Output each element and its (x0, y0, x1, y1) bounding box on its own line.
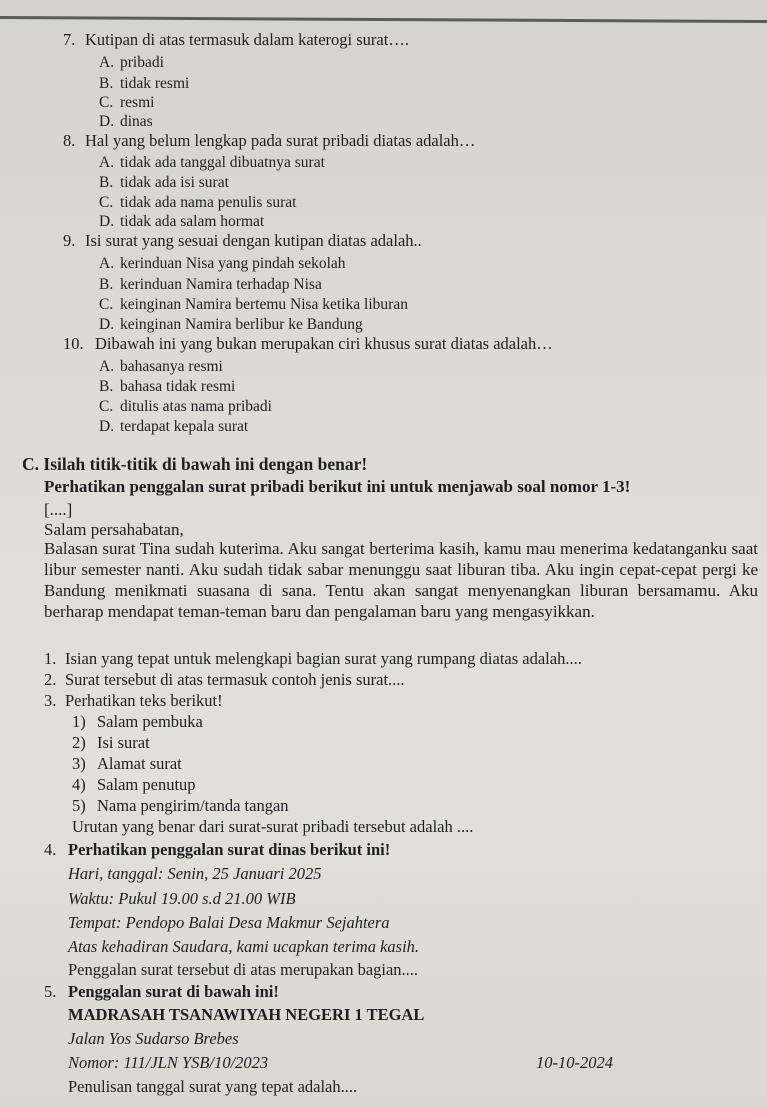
q7-option-c-label: C. (99, 94, 114, 111)
q8-option-a-label: A. (99, 154, 115, 171)
order-item-3: Alamat surat (97, 754, 182, 773)
school-name: MADRASAH TSANAWIYAH NEGERI 1 TEGAL (68, 1005, 425, 1024)
section-c-heading: C. Isilah titik-titik di bawah ini dengan benar! (22, 454, 368, 474)
item5-text: Penggalan surat di bawah ini! (68, 982, 279, 1001)
q8-text: Hal yang belum lengkap pada surat pribadi diatas adalah… (85, 131, 476, 150)
q9-option-c: keinginan Namira bertemu Nisa ketika liburan (120, 296, 408, 313)
q9-option-b: kerinduan Namira terhadap Nisa (120, 276, 322, 293)
memo-time-line: Waktu: Pukul 19.00 s.d 21.00 WIB (68, 889, 296, 908)
q9-option-d: keinginan Namira berlibur ke Bandung (120, 316, 363, 333)
q9-number: 9. (63, 231, 76, 250)
q10-text: Dibawah ini yang bukan merupakan ciri khusus surat diatas adalah… (95, 334, 553, 353)
q7-option-b: tidak resmi (120, 75, 190, 92)
q8-option-d-label: D. (99, 213, 115, 230)
item5-number: 5. (44, 982, 57, 1001)
item3-text: Perhatikan teks berikut! (65, 691, 223, 710)
q9-option-b-label: B. (99, 276, 114, 293)
q8-option-a: tidak ada tanggal dibuatnya surat (120, 154, 325, 171)
order-item-3-number: 3) (72, 754, 86, 773)
q8-option-c-label: C. (99, 194, 114, 211)
q10-option-a-label: A. (99, 358, 115, 375)
q9-option-c-label: C. (99, 296, 114, 313)
order-item-5-number: 5) (72, 796, 86, 815)
order-item-4-number: 4) (72, 775, 86, 794)
order-item-1-number: 1) (72, 712, 86, 731)
letter-date: 10-10-2024 (536, 1053, 613, 1072)
q7-option-d-label: D. (99, 113, 115, 130)
school-address: Jalan Yos Sudarso Brebes (68, 1029, 239, 1048)
q8-option-c: tidak ada nama penulis surat (120, 194, 297, 211)
q7-number: 7. (63, 30, 76, 49)
q7-option-a-label: A. (99, 54, 115, 71)
q8-option-b-label: B. (99, 174, 114, 191)
item1-text: Isian yang tepat untuk melengkapi bagian surat yang rumpang diatas adalah.... (65, 649, 582, 668)
memo-thanks-line: Atas kehadiran Saudara, kami ucapkan terima kasih. (68, 937, 420, 956)
order-item-2: Isi surat (97, 733, 150, 752)
letter-body: Balasan surat Tina sudah kuterima. Aku sangat berterima kasih, kamu mau menerima kedatanganku saat libur semester nanti. Aku sudah tidak sabar menunggu saat liburan tiba. Aku ingin cepat-cepat pergi ke Bandung menikmati suasana di sana. Tentu akan sangat menyenangkan liburan bersamamu. Aku berharap mendapat teman-teman baru dan pengalaman baru yang mengasyikkan. (44, 539, 758, 621)
q10-number: 10. (63, 334, 84, 353)
q10-option-c: ditulis atas nama pribadi (120, 398, 272, 415)
item5-question: Penulisan tanggal surat yang tepat adalah.... (68, 1077, 358, 1096)
item2-text: Surat tersebut di atas termasuk contoh jenis surat.... (65, 670, 405, 689)
item1-number: 1. (44, 649, 57, 668)
section-c-instruction: Perhatikan penggalan surat pribadi berikut ini untuk menjawab soal nomor 1-3! (44, 477, 631, 496)
order-item-1: Salam pembuka (97, 712, 203, 731)
memo-place-line: Tempat: Pendopo Balai Desa Makmur Sejahtera (68, 913, 390, 932)
q7-option-b-label: B. (99, 75, 114, 92)
q8-option-b: tidak ada isi surat (120, 174, 229, 191)
page-edge-line (0, 16, 767, 23)
memo-date-line: Hari, tanggal: Senin, 25 Januari 2025 (68, 864, 322, 883)
q10-option-a: bahasanya resmi (120, 358, 223, 375)
item4-text: Perhatikan penggalan surat dinas berikut ini! (68, 840, 391, 859)
q7-option-a: pribadi (120, 54, 164, 71)
q7-text: Kutipan di atas termasuk dalam katerogi surat…. (85, 30, 409, 49)
letter-greeting: Salam persahabatan, (44, 520, 184, 539)
q8-number: 8. (63, 131, 76, 150)
letter-number: Nomor: 111/JLN YSB/10/2023 (68, 1053, 269, 1072)
item4-number: 4. (44, 840, 57, 859)
letter-bracket: [....] (44, 500, 73, 519)
q10-option-d: terdapat kepala surat (120, 418, 249, 435)
q10-option-b: bahasa tidak resmi (120, 378, 236, 395)
item3-number: 3. (44, 691, 57, 710)
q9-option-a: kerinduan Nisa yang pindah sekolah (120, 255, 346, 272)
order-item-5: Nama pengirim/tanda tangan (97, 796, 289, 815)
item4-question: Penggalan surat tersebut di atas merupakan bagian.... (68, 960, 419, 979)
q7-option-d: dinas (120, 113, 153, 130)
q10-option-d-label: D. (99, 418, 115, 435)
order-item-2-number: 2) (72, 733, 86, 752)
q9-option-d-label: D. (99, 316, 115, 333)
q10-option-c-label: C. (99, 398, 114, 415)
order-item-4: Salam penutup (97, 775, 196, 794)
q10-option-b-label: B. (99, 378, 114, 395)
q9-option-a-label: A. (99, 255, 115, 272)
q7-option-c: resmi (120, 94, 155, 111)
q8-option-d: tidak ada salam hormat (120, 213, 265, 230)
q9-text: Isi surat yang sesuai dengan kutipan diatas adalah.. (85, 231, 422, 250)
item3-question: Urutan yang benar dari surat-surat pribadi tersebut adalah .... (72, 817, 474, 836)
item2-number: 2. (44, 670, 57, 689)
